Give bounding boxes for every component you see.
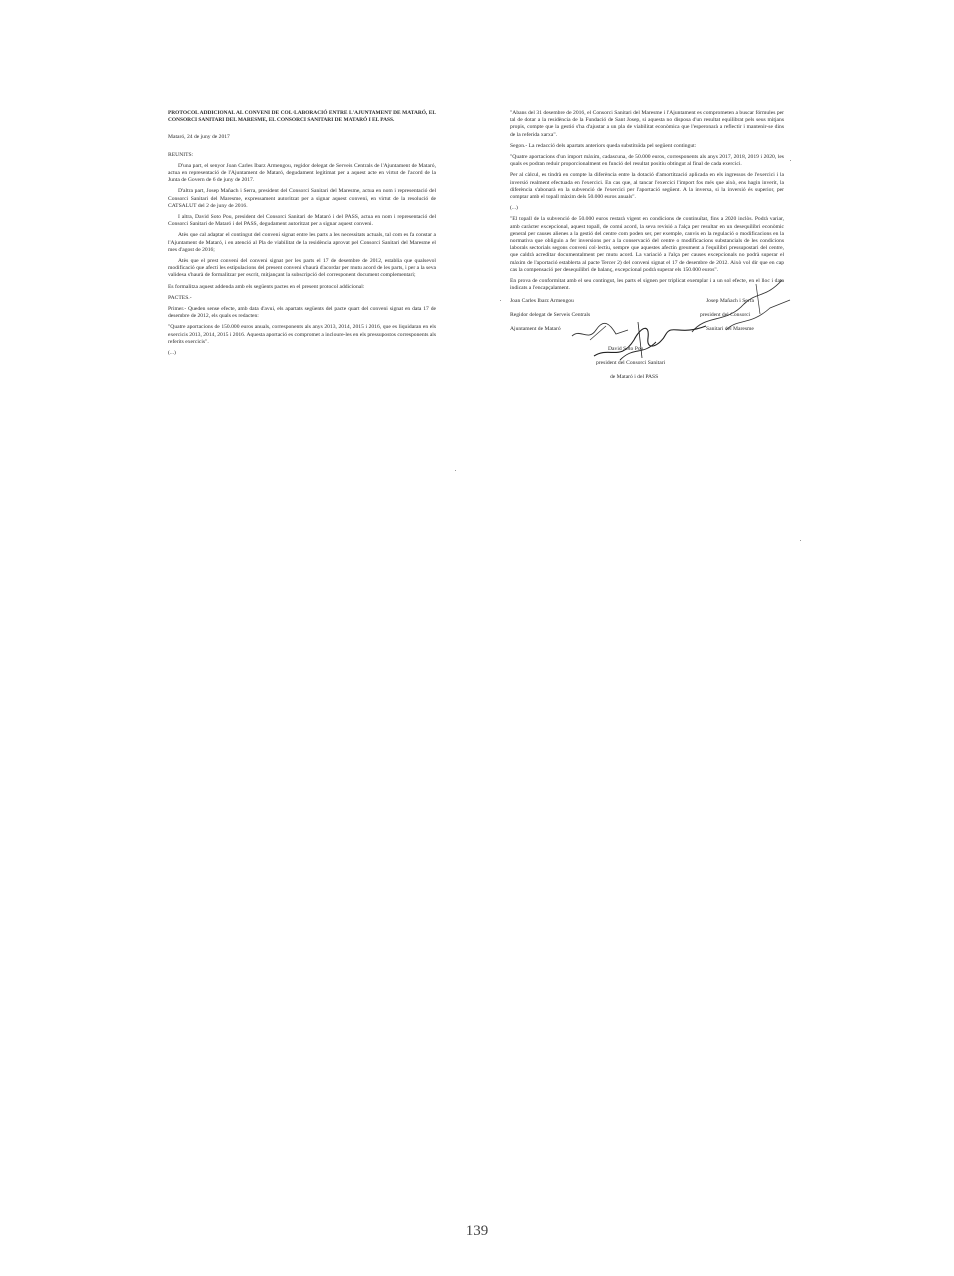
page-number: 139 [465, 1223, 489, 1239]
left-paragraph: Atès que cal adaptar el contingut del conveni signat entre les parts a les necessitats actuals, tal com es fa constar a l'Ajuntament de Mataró, i en atenció al Pla de viabilitat de la residència aprovat pel Consorci Sanitari del Maresme el mes d'agost de 2016; [168, 232, 436, 253]
scan-speck [455, 470, 456, 471]
signature-block [510, 298, 784, 388]
protocol-heading: PROTOCOL ADDICIONAL AL CONVENI DE COL·LABORACIÓ ENTRE L'AJUNTAMENT DE MATARÓ, EL CONSORCI SANITARI DEL MARESME, EL CONSORCI SANITARI DE MATARÓ I EL PASS. [168, 110, 436, 124]
left-paragraph: "Quatre aportacions de 150.000 euros anuals, corresponents als anys 2013, 2014, 2015 i 2016, que es liquidaran en els exercicis 2013, 2014, 2015 i 2016. Aquesta aportació es compromet a incloure-les en els pressupostos corresponents als referits exercicis". [168, 324, 436, 345]
left-paragraph: Primer.- Queden sense efecte, amb data d'avui, els apartats següents del pacte quart del conveni signat en data 17 de desembre de 2012, els quals es redacten: [168, 306, 436, 320]
right-paragraph: "El topall de la subvenció de 50.000 euros restarà vigent en condicions de continuïtat, fins a 2020 inclòs. Podrà variar, amb caràcter excepcional, aquest topall, de comú acord, la seva revisió a l'alça per resultar en un desequilibri econòmic general per causes alienes a la gestió del centre com poden ser, per exemple, canvis en la regulació o modificacions en la normativa que obliguin a fer inversions per a la conservació del centre o modificacions substancials de les condicions laborals sectorials segons conveni col·lectiu, sempre que aquestes afectin greument a l'equilibri pressupostari del centre, que caldrà acreditar documentalment per mutu acord. La variació a l'alça per causes excepcionals no podrà superar el màxim de l'aportació establerta al pacte Tercer 2) del conveni signat el 17 de desembre de 2012. Això vol dir que en cap cas la compensació per desequilibri de balanç, excepcional podrà superar els 150.000 euros". [510, 216, 784, 273]
signatory-name: Josep Mañach i Serra [706, 298, 754, 305]
signatory-role: Regidor delegat de Serveis Centrals [510, 312, 591, 319]
signatory-org: Sanitari del Maresme [706, 326, 754, 333]
right-paragraph: Segon.- La redacció dels apartats anteriors queda substituïda pel següent contingut: [510, 142, 697, 149]
signature-center-icon [590, 316, 710, 366]
left-paragraph: D'altra part, Josep Mañach i Serra, president del Consorci Sanitari del Maresme, actua en nom i representació del Consorci Sanitari del Maresme, expressament autoritzat per a signar aquest conveni, en virtut de la resolució de CATSALUT del 2 de juny de 2016. [168, 188, 436, 209]
left-paragraph: D'una part, el senyor Joan Carles Ibarz Armengou, regidor delegat de Serveis Centrals de l'Ajuntament de Mataró, actua en representació de l'Ajuntament de Mataró, degudament legitimat per a aquest acte en virtut de l'acord de la Junta de Govern de 6 de juny de 2017. [168, 162, 436, 184]
right-paragraph: Per al càlcul, es tindrà en compte la diferència entre la dotació d'amortització aplicada en els ingressos de l'exercici i la inversió realment efectuada en l'exercici. En cas que, al tancar l'exercici l'import fos més que això, ens hagin inverit, la diferència s'abonarà en la subvenció de l'exercici per l'aportació següent. A la inversa, si la inversió és superior, per comptar amb el topall màxim dels 50.000 euros anuals". [510, 172, 784, 201]
right-ellipsis: (...) [510, 205, 518, 212]
signatory-role: president del Consorci Sanitari [596, 360, 666, 367]
scan-speck [800, 540, 801, 541]
right-paragraph: En prova de conformitat amb el seu contingut, les parts el signen per triplicat exemplar i a un sol efecte, en el lloc i data indicats a l'encapçalament. [510, 278, 784, 292]
left-paragraph: I altra, David Soto Pou, president del Consorci Sanitari de Mataró i del PASS, actua en nom i representació del Consorci Sanitari de Mataró i del PASS, degudament autoritzat per a signar aquest conveni. [168, 214, 436, 228]
signatory-org: de Mataró i del PASS [610, 374, 659, 381]
signatory-org: Ajuntament de Mataró [510, 326, 561, 333]
reunits-label: REUNITS: [168, 151, 194, 158]
pactes-label: PACTES.- [168, 294, 192, 301]
left-scanned-page [168, 110, 436, 560]
left-paragraph: Es formalitza aquest addenda amb els següents pactes en el present protocol addicional: [168, 283, 365, 290]
signatory-role: president del Consorci [700, 312, 751, 319]
scan-speck [500, 300, 501, 301]
scan-speck [790, 160, 791, 161]
left-ellipsis: (...) [168, 350, 176, 357]
signatory-name: Joan Carles Ibarz Armengou [510, 298, 574, 305]
protocol-date: Mataró, 24 de juny de 2017 [168, 134, 230, 141]
right-paragraph: "Quatre aportacions d'un import màxim, cadascuna, de 50.000 euros, corresponents als anys 2017, 2018, 2019 i 2020, les quals es podran reduir proporcionalment en funció del resultat positiu obtingut al final de cada exercici. [510, 154, 784, 168]
left-paragraph: Atès que el prest conveni del conveni signat per les parts el 17 de desembre de 2012, establia que qualsevol modificació que afecti les estipulacions del present conveni s'haurà d'acordar per mutu acord de les parts, i per a la seva validesa s'haurà de formalitzar per escrit, mitjançant la subscripció del corresponent document complementari; [168, 258, 436, 279]
right-scanned-page [510, 110, 784, 560]
signatory-name: David Soto Pou [608, 346, 644, 353]
right-paragraph: "Abans del 31 desembre de 2016, el Consorci Sanitari del Maresme i l'Ajuntament es comprometen a buscar fórmules per tal de dotar a la residència de la Fundació de Sant Josep, si aquesta no disposa d'un resultat equilibrat pels seus mitjans propis, compte que la gestió s'ha d'ajustar a un pla de viabilitat econòmica que l'esperonarà a reflectir i mantenir-se dins de la referida xarxa". [510, 110, 784, 138]
